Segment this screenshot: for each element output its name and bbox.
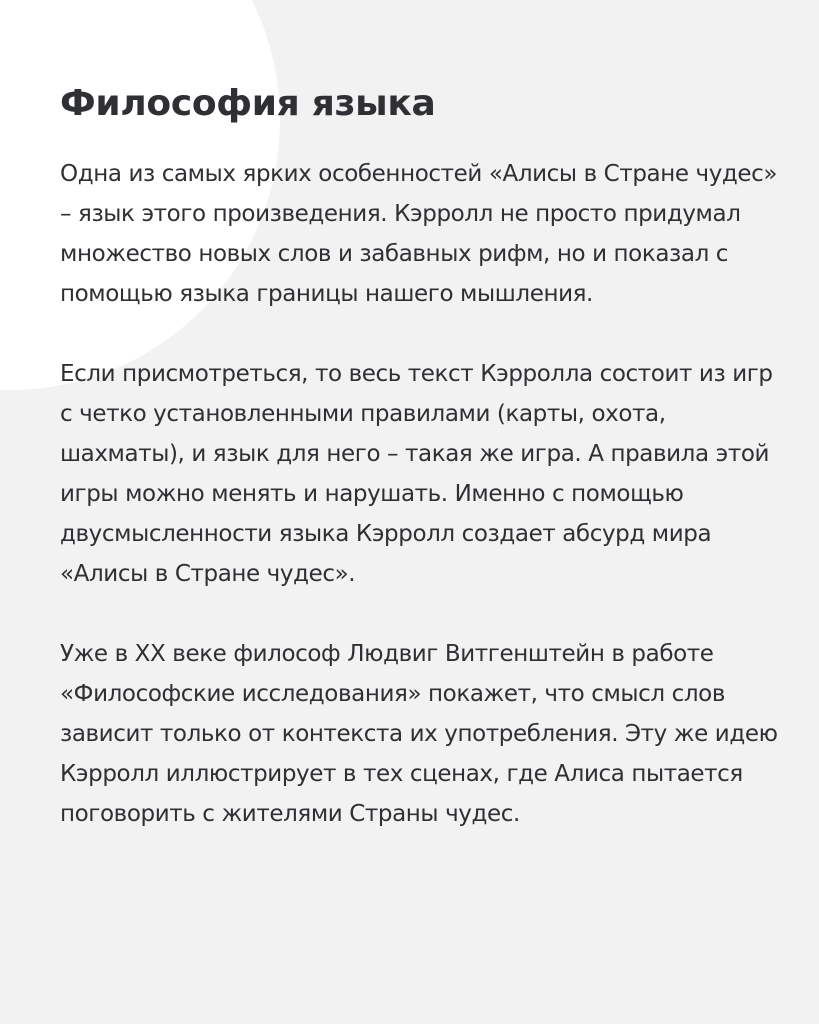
paragraph-wittgenstein: Уже в XX веке философ Людвиг Витгенштейн в работе «Философские исследования» покажет, что смысл слов зависит только от контекста их употребления. Эту же идею Кэрролл иллюстрирует в тех сценах, где Алиса пытается поговорить с жителями Страны чудес. <box>60 641 778 827</box>
paragraph-intro: Одна из самых ярких особенностей «Алисы в Стране чудес» – язык этого произведения. Кэрролл не просто придумал множество новых слов и забавных рифм, но и показал с помощью языка границы нашего мышления. <box>60 161 778 307</box>
paragraph-games: Если присмотреться, то весь текст Кэрролла состоит из игр с четко установленными правилами (карты, охота, шахматы), и язык для него – такая же игра. А правила этой игры можно менять и нарушать. Именно с помощью двусмысленности языка Кэрролл создает абсурд мира «Алисы в Стране чудес». <box>60 361 773 587</box>
page-title: Философия языка <box>60 83 436 124</box>
article <box>60 82 780 874</box>
